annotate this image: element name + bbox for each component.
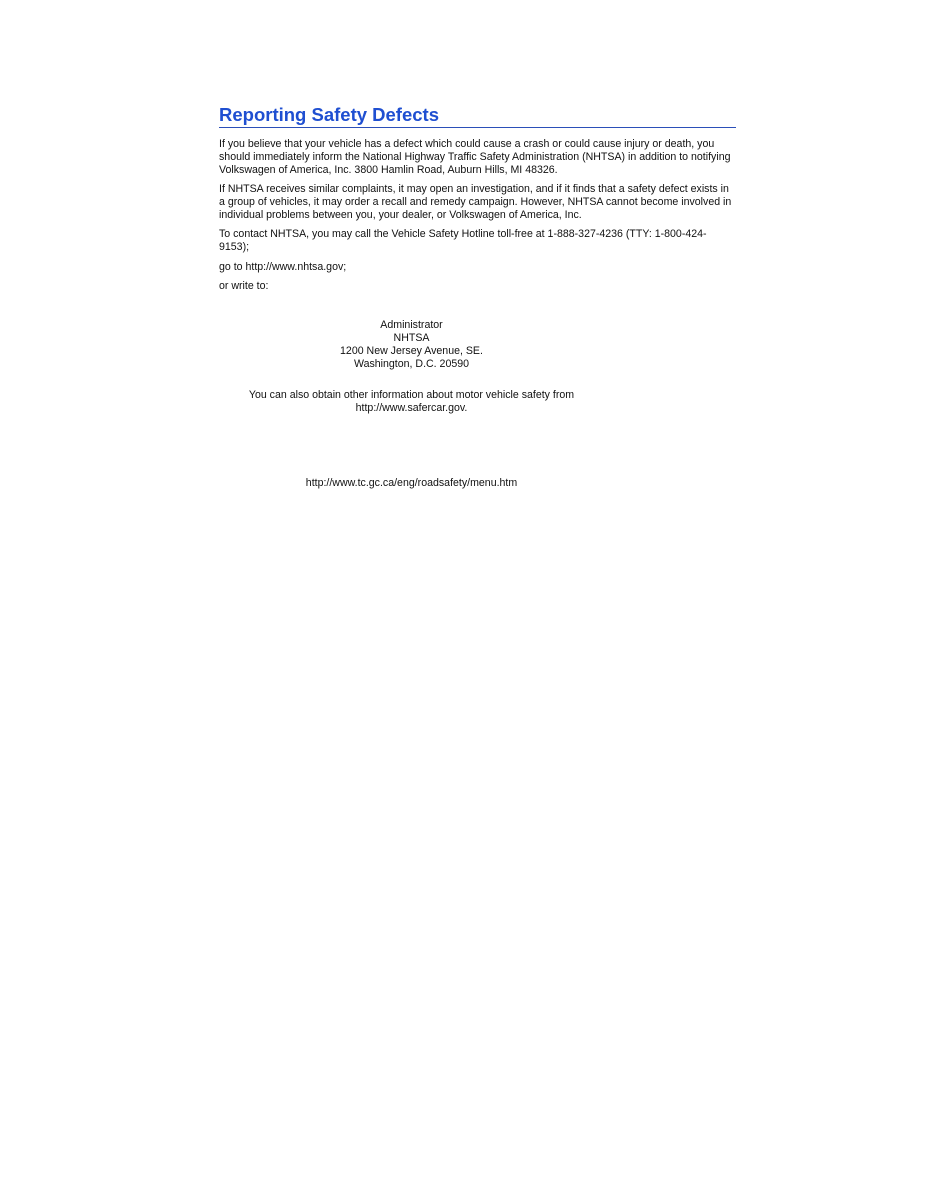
safercar-link: http://www.safercar.gov. — [355, 402, 468, 414]
section-title: Reporting Safety Defects — [219, 104, 439, 125]
additional-info — [219, 389, 604, 415]
additional-info-text: You can also obtain other information about motor vehicle safety from — [248, 389, 575, 401]
paragraph-website: go to http://www.nhtsa.gov; — [219, 261, 347, 273]
paragraph-defect-report: If you believe that your vehicle has a defect which could cause a crash or could cause injury or death, you should immediately inform the National Highway Traffic Safety Administration (NHTSA) in addition to notifying Volkswagen of America, Inc. 3800 Hamlin Road, Auburn Hills, MI 48326. — [219, 138, 731, 176]
paragraph-write-to: or write to: — [219, 280, 269, 292]
title-divider — [219, 127, 736, 128]
address-line-3: 1200 New Jersey Avenue, SE. — [340, 345, 483, 357]
address-line-1: Administrator — [380, 319, 443, 331]
transport-canada-link: http://www.tc.gc.ca/eng/roadsafety/menu.htm — [305, 477, 518, 489]
address-line-4: Washington, D.C. 20590 — [353, 358, 470, 370]
paragraph-hotline: To contact NHTSA, you may call the Vehicle Safety Hotline toll-free at 1-888-327-4236 (TTY: 1-800-424-9153); — [219, 228, 707, 253]
mailing-address — [219, 319, 604, 371]
address-line-2: NHTSA — [393, 332, 430, 344]
paragraph-investigation: If NHTSA receives similar complaints, it may open an investigation, and if it finds that a safety defect exists in a group of vehicles, it may order a recall and remedy campaign. However, NHTSA cannot become involved in individual problems between you, your dealer, or Volkswagen of America, Inc. — [219, 183, 732, 221]
